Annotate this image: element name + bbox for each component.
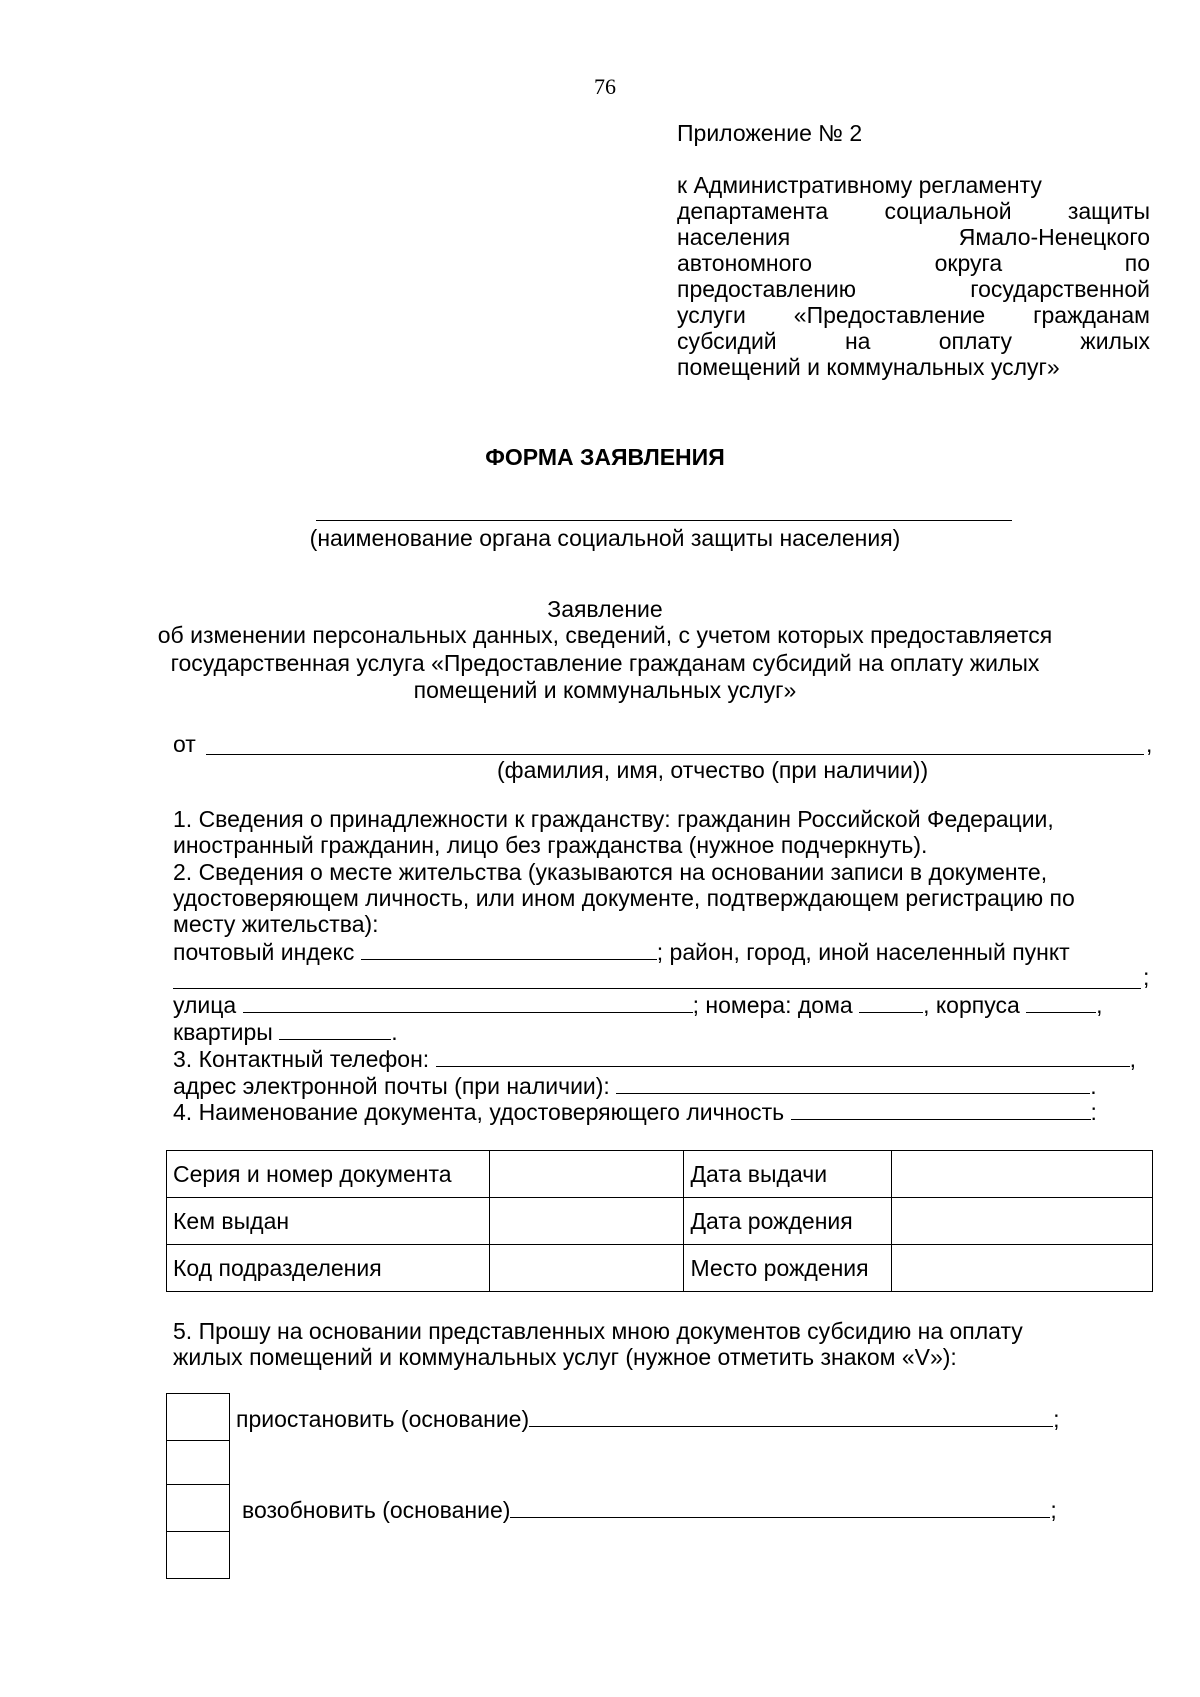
suspend-reason-field[interactable] bbox=[529, 1404, 1053, 1427]
table-row bbox=[167, 1198, 1153, 1245]
street-row bbox=[173, 990, 1103, 1018]
phone-row bbox=[173, 1044, 1136, 1072]
building-field[interactable] bbox=[1026, 990, 1096, 1013]
table-input-cell[interactable] bbox=[892, 1198, 1153, 1245]
table-input-cell[interactable] bbox=[489, 1198, 684, 1245]
form-title: ФОРМА ЗАЯВЛЕНИЯ bbox=[485, 444, 725, 470]
resume-spacer-box bbox=[166, 1531, 230, 1579]
appendix-line: департамента социальной защиты bbox=[677, 198, 1150, 224]
id-document-table bbox=[166, 1150, 1153, 1292]
suspend-checkbox[interactable] bbox=[166, 1393, 230, 1442]
table-input-cell[interactable] bbox=[892, 1151, 1153, 1198]
semicolon: ; bbox=[1053, 1406, 1060, 1432]
appendix-text bbox=[677, 172, 1150, 380]
residence-line: месту жительства): bbox=[173, 911, 379, 937]
id-doc-field[interactable] bbox=[791, 1097, 1091, 1120]
period: . bbox=[1090, 1073, 1097, 1099]
statement-title: Заявление bbox=[547, 596, 663, 622]
comma: , bbox=[1129, 1046, 1136, 1072]
residence-line: удостоверяющем личность, или ином документе, подтверждающем регистрацию по bbox=[173, 885, 1075, 911]
page-number: 76 bbox=[594, 74, 616, 99]
email-field[interactable] bbox=[616, 1071, 1090, 1094]
comma: , bbox=[1096, 992, 1103, 1018]
request-line: жилых помещений и коммунальных услуг (нужное отметить знаком «V»): bbox=[173, 1344, 957, 1370]
table-input-cell[interactable] bbox=[489, 1245, 684, 1292]
resume-row bbox=[242, 1495, 1057, 1523]
id-doc-row bbox=[173, 1097, 1097, 1125]
resume-checkbox[interactable] bbox=[166, 1484, 230, 1533]
semicolon: ; bbox=[1143, 964, 1150, 990]
table-input-cell[interactable] bbox=[489, 1151, 684, 1198]
request-line: 5. Прошу на основании представленных мною документов субсидию на оплату bbox=[173, 1318, 1023, 1344]
appendix-line: автономного округа по bbox=[677, 250, 1150, 276]
citizenship-line: иностранный гражданин, лицо без гражданства (нужное подчеркнуть). bbox=[173, 832, 928, 858]
phone-field[interactable] bbox=[436, 1044, 1130, 1067]
table-label: Серия и номер документа bbox=[167, 1151, 490, 1198]
email-row bbox=[173, 1071, 1097, 1099]
applicant-name-line[interactable] bbox=[206, 754, 1144, 755]
colon: : bbox=[1090, 1099, 1097, 1125]
apartment-row bbox=[173, 1017, 398, 1045]
citizenship-line: 1. Сведения о принадлежности к гражданству: гражданин Российской Федерации, bbox=[173, 806, 1054, 832]
table-label: Дата выдачи bbox=[684, 1151, 892, 1198]
postal-label: почтовый индекс bbox=[173, 939, 355, 965]
table-label: Кем выдан bbox=[167, 1198, 490, 1245]
appendix-line: населения Ямало-Ненецкого bbox=[677, 224, 1150, 250]
house-field[interactable] bbox=[859, 990, 923, 1013]
statement-line: помещений и коммунальных услуг» bbox=[413, 677, 797, 703]
statement-line: государственная услуга «Предоставление гражданам субсидий на оплату жилых bbox=[170, 650, 1040, 676]
phone-label: 3. Контактный телефон: bbox=[173, 1046, 430, 1072]
building-label: , корпуса bbox=[923, 992, 1020, 1018]
appendix-line: субсидий на оплату жилых bbox=[677, 328, 1150, 354]
house-label: ; номера: дома bbox=[692, 992, 853, 1018]
settlement-field[interactable] bbox=[173, 988, 1141, 989]
authority-caption: (наименование органа социальной защиты населения) bbox=[309, 525, 901, 551]
apartment-field[interactable] bbox=[279, 1017, 391, 1040]
appendix-line: услуги «Предоставление гражданам bbox=[677, 302, 1150, 328]
period: . bbox=[391, 1019, 398, 1045]
settlement-label: ; район, город, иной населенный пункт bbox=[656, 939, 1070, 965]
resume-reason-field[interactable] bbox=[510, 1495, 1050, 1518]
suspend-row bbox=[236, 1404, 1060, 1432]
appendix-line: к Административному регламенту bbox=[677, 172, 1042, 198]
appendix-line: помещений и коммунальных услуг» bbox=[677, 354, 1060, 380]
from-label: от bbox=[173, 731, 196, 757]
statement-line: об изменении персональных данных, сведений, с учетом которых предоставляется bbox=[157, 622, 1053, 648]
table-label: Место рождения bbox=[684, 1245, 892, 1292]
semicolon: ; bbox=[1050, 1497, 1057, 1523]
suspend-label: приостановить (основание) bbox=[236, 1406, 530, 1432]
table-row bbox=[167, 1245, 1153, 1292]
table-label: Дата рождения bbox=[684, 1198, 892, 1245]
appendix-title: Приложение № 2 bbox=[677, 120, 863, 146]
table-row bbox=[167, 1151, 1153, 1198]
postal-row bbox=[173, 937, 1070, 965]
email-label: адрес электронной почты (при наличии): bbox=[173, 1073, 610, 1099]
table-input-cell[interactable] bbox=[892, 1245, 1153, 1292]
from-caption: (фамилия, имя, отчество (при наличии)) bbox=[497, 757, 929, 783]
street-field[interactable] bbox=[243, 990, 693, 1013]
id-doc-label: 4. Наименование документа, удостоверяющего личность bbox=[173, 1099, 785, 1125]
residence-line: 2. Сведения о месте жительства (указываются на основании записи в документе, bbox=[173, 859, 1048, 885]
comma: , bbox=[1146, 731, 1153, 757]
authority-name-line[interactable] bbox=[316, 520, 1012, 521]
suspend-spacer-box bbox=[166, 1440, 230, 1486]
postal-code-field[interactable] bbox=[361, 937, 657, 960]
appendix-line: предоставлению государственной bbox=[677, 276, 1150, 302]
table-label: Код подразделения bbox=[167, 1245, 490, 1292]
street-label: улица bbox=[173, 992, 237, 1018]
resume-label: возобновить (основание) bbox=[242, 1497, 511, 1523]
apartment-label: квартиры bbox=[173, 1019, 273, 1045]
